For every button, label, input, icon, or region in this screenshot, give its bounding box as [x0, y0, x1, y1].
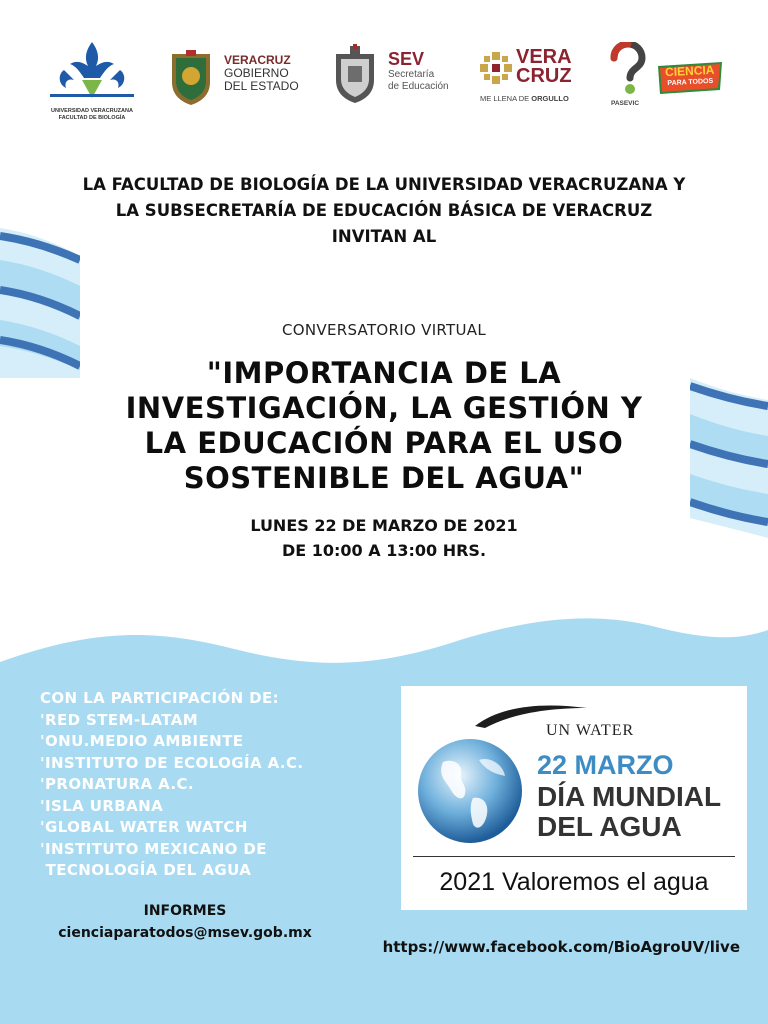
event-title-line1: "IMPORTANCIA DE LA	[206, 356, 562, 390]
veracruz-brand-line2: CRUZ	[516, 65, 572, 87]
veracruz-brand-line1: VERA	[516, 46, 572, 68]
sponsor-logos	[0, 0, 768, 130]
veracruz-shield-icon	[168, 48, 214, 106]
participants-heading: CON LA PARTICIPACIÓN DE:	[40, 689, 280, 707]
participant-item: 'INSTITUTO MEXICANO DE	[40, 839, 267, 858]
veracruz-brand-text	[516, 48, 572, 86]
event-schedule	[0, 513, 768, 563]
gobierno-text	[224, 54, 299, 93]
participant-item: 'GLOBAL WATER WATCH	[40, 818, 248, 836]
participant-item: TECNOLOGÍA DEL AGUA	[40, 861, 252, 879]
uv-flor-de-lis-icon	[42, 40, 142, 102]
uv-logo-text	[42, 108, 142, 122]
uv-logo-line2: FACULTAD DE BIOLOGÍA	[58, 115, 126, 121]
participant-item: 'INSTITUTO DE ECOLOGÍA A.C.	[40, 753, 304, 772]
uv-logo	[42, 40, 142, 120]
globe-icon	[415, 736, 525, 846]
ciencia-text	[655, 63, 724, 89]
gobierno-line1: VERACRUZ	[224, 53, 291, 67]
tagline-part-b: ORGULLO	[531, 94, 569, 103]
intro-line1: LA FACULTAD DE BIOLOGÍA DE LA UNIVERSIDAD VERACRUZANA Y	[82, 175, 686, 194]
tagline-part-a: ME LLENA DE	[480, 94, 532, 103]
gobierno-line3: DEL ESTADO	[224, 79, 299, 93]
event-title-line2: INVESTIGACIÓN, LA GESTIÓN Y	[125, 391, 643, 425]
unwater-brand: UN WATER	[546, 722, 635, 739]
sev-line2: Secretaría	[388, 69, 435, 80]
world-water-day-card	[401, 686, 747, 910]
sev-shield-icon	[330, 44, 380, 104]
event-date: LUNES 22 DE MARZO DE 2021	[250, 516, 518, 535]
unwater-title-line1: DÍA MUNDIAL	[537, 781, 722, 812]
sev-line1: SEV	[388, 49, 425, 69]
ciencia-para-todos-logo	[656, 60, 724, 96]
participant-item: 'ONU.MEDIO AMBIENTE	[40, 732, 244, 750]
event-title	[60, 356, 708, 496]
ciencia-line1: CIENCIA	[664, 62, 715, 80]
event-time: DE 10:00 A 13:00 HRS.	[281, 541, 487, 560]
question-mark-icon	[602, 42, 648, 96]
event-title-line4: SOSTENIBLE DEL AGUA"	[183, 461, 585, 495]
unwater-date: 22 MARZO	[537, 750, 674, 780]
participant-item: 'PRONATURA A.C.	[40, 775, 194, 793]
pasevic-logo	[602, 42, 648, 110]
veracruz-brand-logo	[480, 48, 590, 108]
gobierno-veracruz-logo	[168, 48, 308, 108]
event-type: CONVERSATORIO VIRTUAL	[281, 321, 487, 339]
veracruz-brand-tagline	[480, 94, 569, 103]
sev-logo	[330, 44, 460, 106]
ciencia-line2: PARA TODOS	[667, 77, 714, 88]
unwater-title-line2: DEL AGUA	[537, 811, 682, 842]
pasevic-label: PASEVIC	[610, 100, 640, 107]
gobierno-line2: GOBIERNO	[224, 66, 289, 80]
unwater-divider	[413, 856, 735, 857]
contact-email[interactable]: cienciaparatodos@msev.gob.mx	[58, 925, 312, 941]
unwater-slogan: 2021 Valoremos el agua	[439, 868, 709, 896]
sev-line3: de Educación	[388, 81, 449, 92]
uv-logo-line1: UNIVERSIDAD VERACRUZANA	[51, 108, 133, 114]
veracruz-star-icon	[480, 52, 512, 86]
participants-list	[40, 688, 390, 882]
info-heading: INFORMES	[143, 903, 227, 919]
facebook-live-link[interactable]: https://www.facebook.com/BioAgroUV/live	[382, 938, 740, 956]
sev-text	[388, 50, 449, 93]
event-title-line3: LA EDUCACIÓN PARA EL USO	[144, 426, 624, 460]
invitation-intro	[0, 172, 768, 250]
participant-item: 'ISLA URBANA	[40, 796, 164, 815]
intro-line2: LA SUBSECRETARÍA DE EDUCACIÓN BÁSICA DE VERACRUZ	[115, 201, 653, 220]
contact-info	[50, 900, 320, 944]
intro-line3: INVITAN AL	[331, 227, 437, 246]
participant-item: 'RED STEM-LATAM	[40, 710, 199, 729]
